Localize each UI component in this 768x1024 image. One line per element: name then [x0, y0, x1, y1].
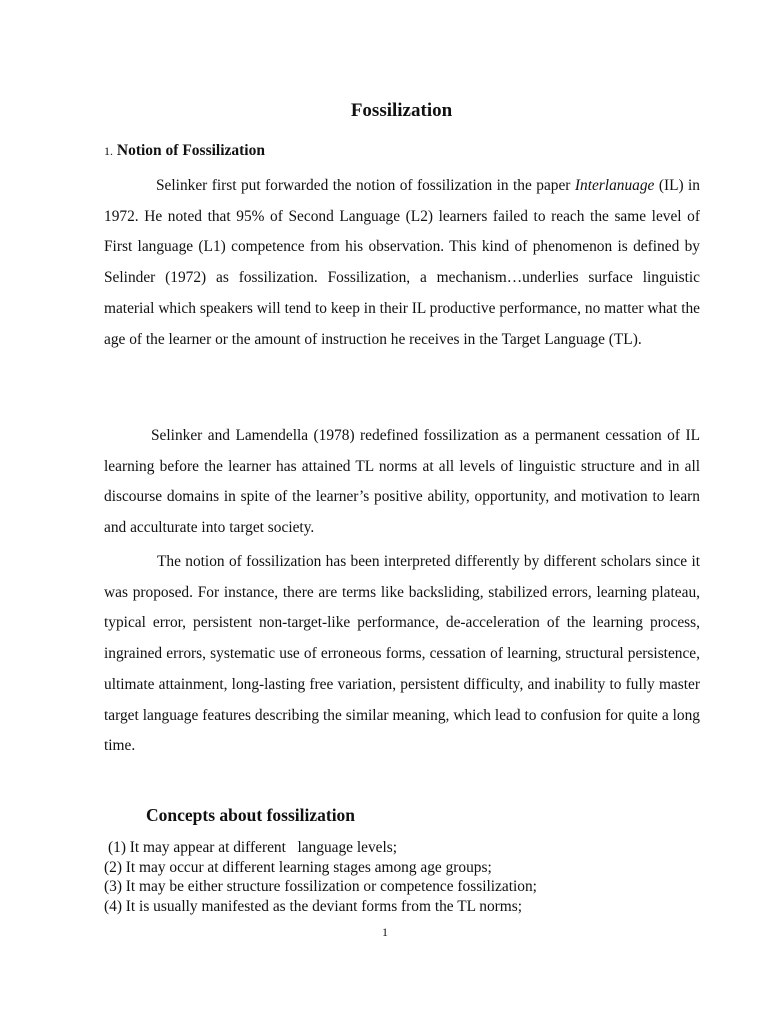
- concept-item-3: (3) It may be either structure fossilization or competence fossilization;: [104, 878, 537, 895]
- concept-item-2: (2) It may occur at different learning stages among age groups;: [104, 858, 492, 876]
- section-heading: [104, 140, 265, 162]
- paragraph-1-text-a: Selinker first put forwarded the notion of fossilization in the paper: [156, 177, 575, 194]
- page-title: Fossilization: [350, 100, 453, 121]
- section-number: 1.: [104, 144, 113, 158]
- paragraph-1: [104, 171, 700, 355]
- paragraph-2: Selinker and Lamendella (1978) redefined fossilization as a permanent cessation of IL learning before the learner has attained TL norms at all levels of linguistic structure and in all discourse domains in spite of the learner’s positive ability, opportunity, and motivation to learn and acculturate into target society.: [104, 427, 700, 537]
- page-number: 1: [382, 925, 388, 939]
- paragraph-3: The notion of fossilization has been interpreted differently by different scholars since it was proposed. For instance, there are terms like backsliding, stabilized errors, learning plateau, typical error, persistent non-target-like performance, de-acceleration of the learning process, ingrained errors, systematic use of erroneous forms, cessation of learning, structural persistence, ultimate attainment, long-lasting free variation, persistent difficulty, and inability to fully master target language features describing the similar meaning, which lead to confusion for quite a long time.: [104, 553, 700, 755]
- concepts-heading: Concepts about fossilization: [146, 805, 356, 825]
- concept-list: [104, 838, 724, 916]
- concept-item-1: (1) It may appear at different language levels;: [108, 839, 398, 856]
- paragraph-1-italic-term: Interlanuage: [574, 177, 655, 194]
- concept-item-4: (4) It is usually manifested as the deviant forms from the TL norms;: [104, 897, 523, 915]
- paragraph-1-text-b: (IL) in 1972. He noted that 95% of Second Language (L2) learners failed to reach the same level of First language (L1) competence from his observation. This kind of phenomenon is defined by Selinder (1972) as fossilization. Fossilization, a mechanism…underlies surface linguistic material which speakers will tend to keep in their IL productive performance, no matter what the age of the learner or the amount of instruction he receives in the Target Language (TL).: [104, 177, 700, 348]
- section-title: Notion of Fossilization: [116, 142, 265, 159]
